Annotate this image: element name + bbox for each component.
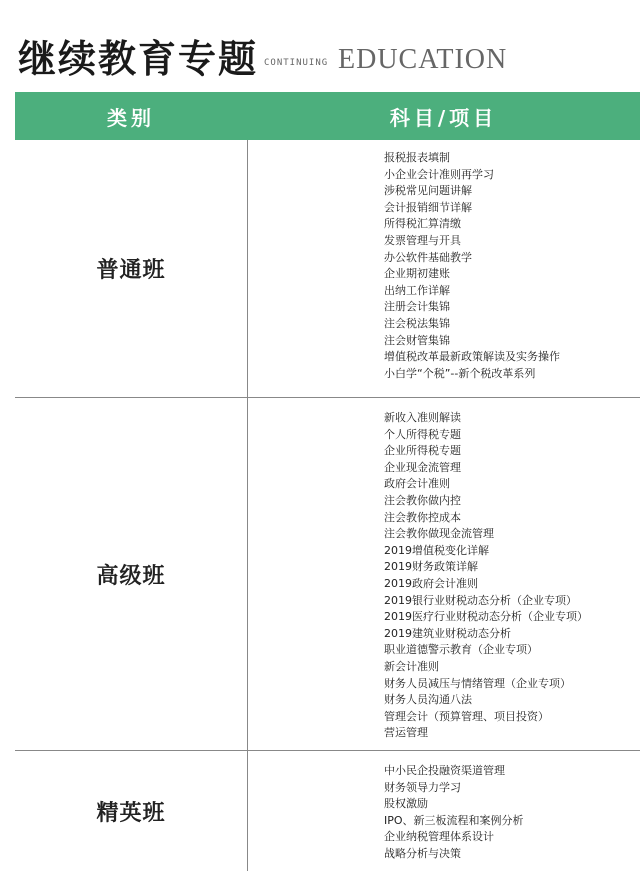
- course-table: [15, 92, 640, 871]
- table-header: [15, 92, 640, 140]
- list-item: 注会税法集锦: [384, 316, 450, 330]
- table-row: [15, 751, 640, 871]
- list-item: 2019建筑业财税动态分析: [384, 626, 511, 640]
- list-item: 营运管理: [384, 726, 428, 740]
- list-item: 办公软件基础教学: [384, 250, 472, 264]
- category-label: 普通班: [15, 140, 248, 397]
- list-item: 注会教你做内控: [384, 493, 461, 507]
- list-item: 股权激励: [384, 797, 428, 811]
- subject-list: [248, 751, 640, 871]
- list-item: 财务人员减压与情绪管理（企业专项）: [384, 676, 571, 690]
- category-label: 精英班: [15, 751, 248, 871]
- list-item: 报税报表填制: [384, 151, 450, 164]
- list-item: 注会教你做现金流管理: [384, 527, 494, 541]
- list-item: 涉税常见问题讲解: [384, 184, 472, 198]
- list-item: 新收入准则解读: [384, 411, 461, 424]
- list-item: 政府会计准则: [384, 477, 450, 491]
- list-item: 企业所得税专题: [384, 444, 461, 458]
- list-item: 注册会计集锦: [384, 300, 450, 314]
- list-item: 中小民企投融资渠道管理: [384, 764, 505, 777]
- subject-list: [248, 398, 640, 750]
- list-item: 2019增值税变化详解: [384, 543, 489, 557]
- list-item: 所得税汇算清缴: [384, 217, 461, 231]
- header-category: 类别: [107, 105, 155, 130]
- page-title: 继续教育专题: [18, 37, 259, 81]
- list-item: 战略分析与决策: [384, 846, 461, 860]
- subtitle-small: CONTINUING: [264, 58, 329, 68]
- list-item: 小白学“个税”--新个税改革系列: [384, 366, 536, 380]
- header-subjects: 科目/项目: [389, 105, 498, 130]
- list-item: 企业现金流管理: [384, 460, 461, 474]
- list-item: 新会计准则: [384, 659, 439, 673]
- list-item: 财务领导力学习: [384, 780, 461, 794]
- list-item: 2019政府会计准则: [384, 576, 478, 590]
- page-header: [0, 0, 640, 92]
- list-item: 企业期初建账: [384, 267, 450, 281]
- list-item: 财务人员沟通八法: [384, 693, 472, 707]
- subtitle-big: EDUCATION: [338, 44, 508, 75]
- table-row: [15, 140, 640, 398]
- list-item: 职业道德警示教育（企业专项）: [384, 643, 538, 657]
- list-item: 管理会计（预算管理、项目投资）: [384, 709, 549, 723]
- list-item: 会计报销细节详解: [384, 200, 472, 214]
- list-item: 企业纳税管理体系设计: [384, 830, 494, 844]
- category-label: 高级班: [15, 398, 248, 750]
- list-item: 2019医疗行业财税动态分析（企业专项）: [384, 610, 588, 624]
- list-item: 小企业会计准则再学习: [384, 167, 494, 181]
- list-item: 个人所得税专题: [384, 427, 461, 441]
- list-item: 出纳工作详解: [384, 283, 450, 297]
- list-item: 2019财务政策详解: [384, 560, 478, 574]
- list-item: 注会财管集锦: [384, 333, 450, 347]
- list-item: IPO、新三板流程和案例分析: [384, 813, 524, 827]
- list-item: 注会教你控成本: [384, 510, 461, 524]
- table-row: [15, 398, 640, 751]
- list-item: 2019银行业财税动态分析（企业专项）: [384, 593, 577, 607]
- list-item: 增值税改革最新政策解读及实务操作: [384, 350, 560, 364]
- list-item: 发票管理与开具: [384, 233, 461, 247]
- subject-list: [248, 140, 640, 397]
